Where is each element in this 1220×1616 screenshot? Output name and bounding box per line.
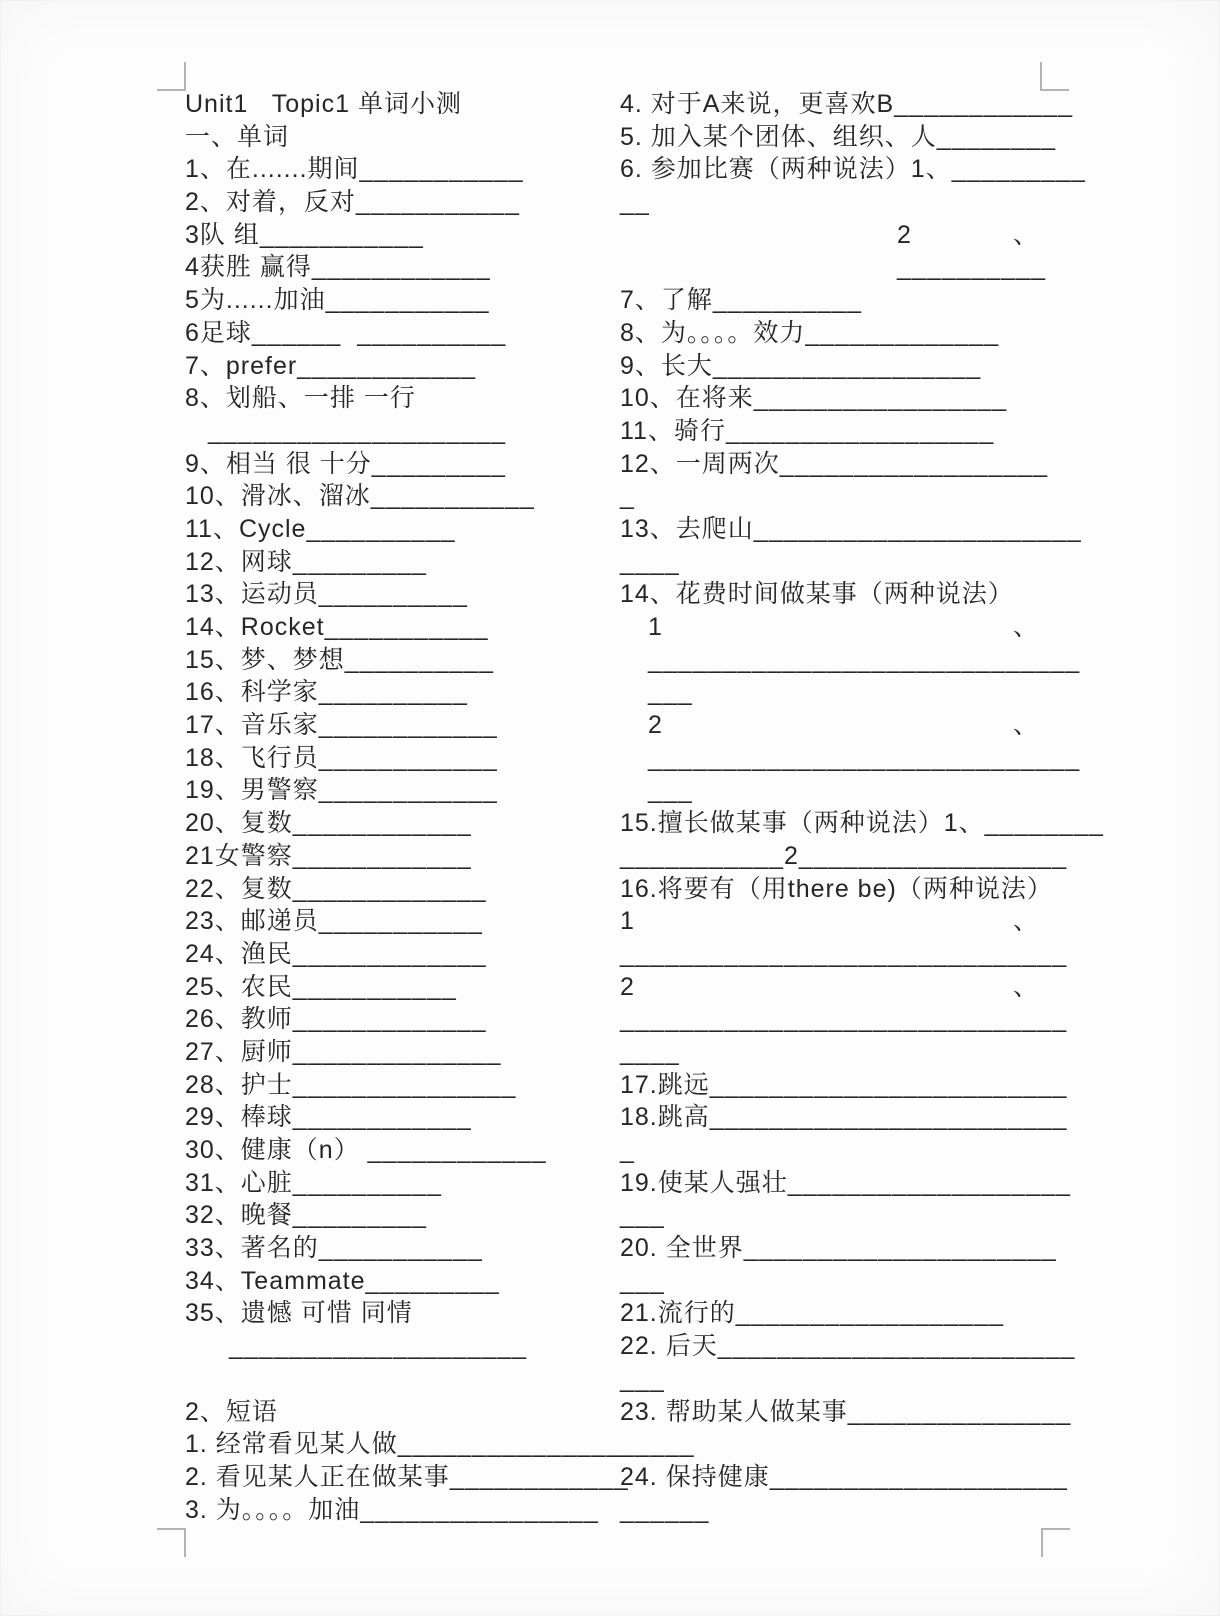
line-text: 10、在将来_________________ [620, 384, 1008, 413]
text-line [185, 1232, 620, 1265]
line-text: 23、邮递员___________ [185, 907, 483, 936]
text-line [620, 676, 1045, 709]
right-aligned-comma: 、 [1012, 613, 1039, 641]
text-line [620, 513, 1082, 546]
text-line [620, 1297, 1045, 1330]
line-text: ___ [620, 1201, 665, 1230]
text-line [620, 1494, 1045, 1527]
text-line [620, 1134, 1045, 1167]
line-text: ______________________________ [620, 939, 1068, 968]
text-line [185, 676, 620, 709]
text-line [620, 644, 1081, 677]
line-text: 12、一周两次__________________ [620, 449, 1049, 478]
line-text: ____ [620, 547, 680, 576]
text-line [185, 742, 620, 775]
text-line [620, 1232, 1057, 1265]
line-text: 1、在.......期间___________ [185, 155, 524, 184]
line-text: 18.跳高________________________ [620, 1103, 1068, 1132]
line-text: 19、男警察____________ [185, 776, 498, 805]
line-text: 1. 经常看见某人做_______________ [185, 1430, 622, 1459]
line-text: 16、科学家__________ [185, 678, 468, 707]
text-line [185, 1494, 620, 1527]
text-line [620, 546, 1045, 579]
text-line [185, 1069, 620, 1102]
text-line [620, 186, 1045, 219]
text-line [620, 938, 1068, 971]
text-line [620, 873, 1053, 906]
line-text: 32、晚餐_________ [185, 1201, 427, 1230]
line-text: 21.流行的__________________ [620, 1299, 1005, 1328]
text-line [620, 1101, 1068, 1134]
text-line [620, 415, 1045, 448]
line-text: 5为......加油___________ [185, 286, 490, 315]
text-line [185, 382, 620, 415]
text-line [620, 971, 1045, 1004]
text-line [620, 251, 1045, 284]
text-line [185, 709, 620, 742]
right-column [620, 88, 1104, 1526]
text-line [185, 1199, 620, 1232]
text-line [185, 1396, 620, 1429]
text-line [185, 88, 620, 121]
text-line [185, 1330, 620, 1363]
line-text: 1 [620, 907, 635, 936]
line-text: 18、飞行员____________ [185, 743, 498, 772]
text-line [620, 317, 1045, 350]
line-text: 8、划船、一排 一行 [185, 384, 416, 413]
line-text: 3队 组___________ [185, 220, 424, 249]
text-line [185, 1265, 620, 1298]
text-line [185, 1461, 629, 1494]
line-text: 5. 加入某个团体、组织、人________ [620, 122, 1057, 151]
text-line [620, 774, 1045, 807]
line-text: 9、长大__________________ [620, 351, 982, 380]
line-text: _ [620, 482, 635, 511]
text-line [185, 1003, 620, 1036]
text-line [185, 251, 620, 284]
line-text: 10、滑冰、溜冰___________ [185, 482, 535, 511]
line-text: 8、为。。。。效力_____________ [620, 318, 1000, 347]
text-line [185, 415, 620, 448]
line-text: 25、农民___________ [185, 972, 457, 1001]
line-text: 17、音乐家____________ [185, 711, 498, 740]
text-line [620, 905, 1045, 938]
text-line [185, 840, 620, 873]
text-line [185, 153, 620, 186]
line-text: ______ [620, 1495, 710, 1524]
text-line [185, 284, 620, 317]
line-text: 一、单词 [185, 122, 290, 151]
line-text: 26、教师_____________ [185, 1005, 487, 1034]
line-text: 19.使某人强壮___________________ [620, 1168, 1071, 1197]
text-line [185, 611, 620, 644]
line-text: 7、prefer____________ [185, 351, 477, 380]
line-text: 15、梦、梦想__________ [185, 645, 494, 674]
text-line [185, 513, 620, 546]
crop-mark-bottom-right-icon [1041, 1528, 1070, 1557]
text-line [185, 121, 620, 154]
line-text: 14、花费时间做某事（两种说法） [620, 580, 1014, 609]
line-text: ___ [620, 1266, 665, 1295]
text-line [185, 448, 620, 481]
left-column [185, 88, 629, 1526]
line-text: _____ [620, 1430, 695, 1459]
line-text: __ [620, 188, 650, 217]
text-line [620, 611, 1045, 644]
line-text: 6. 参加比赛（两种说法）1、_________ [620, 155, 1086, 184]
line-text: 14、Rocket___________ [185, 613, 489, 641]
text-line [620, 1428, 1045, 1461]
line-text: 13、运动员__________ [185, 580, 468, 609]
text-line [620, 121, 1057, 154]
text-line [620, 382, 1045, 415]
right-aligned-comma: 、 [1012, 711, 1039, 740]
right-aligned-comma: 、 [1012, 907, 1039, 936]
line-text: 23. 帮助某人做某事_______________ [620, 1397, 1072, 1426]
line-text: ____________________ [229, 1332, 528, 1361]
crop-mark-top-left-icon [157, 62, 186, 91]
text-line [620, 480, 1045, 513]
line-text: _____________________________ [648, 743, 1081, 772]
text-line [620, 578, 1045, 611]
text-line [185, 1297, 620, 1330]
text-line [185, 1167, 620, 1200]
line-text: 21女警察____________ [185, 841, 472, 870]
text-line [620, 1167, 1071, 1200]
line-text: 34、Teammate_________ [185, 1266, 500, 1295]
line-text: ___ [620, 1364, 665, 1393]
text-line [185, 774, 620, 807]
line-text: 11、骑行__________________ [620, 416, 995, 445]
line-text: 15.擅长做某事（两种说法）1、________ [620, 809, 1104, 838]
right-aligned-comma: 、 [1012, 972, 1039, 1001]
text-line [620, 448, 1049, 481]
text-line [185, 186, 620, 219]
line-text: 16.将要有（用there be)（两种说法） [620, 874, 1053, 903]
text-line [185, 807, 620, 840]
line-text: 2 [620, 972, 635, 1001]
line-text: 12、网球_________ [185, 547, 427, 576]
text-line [620, 1199, 1045, 1232]
text-line [620, 1363, 1045, 1396]
line-text: 2、对着，反对___________ [185, 188, 520, 217]
text-line [620, 1265, 1045, 1298]
text-line [620, 88, 1073, 121]
text-line [620, 709, 1045, 742]
line-text: 31、心脏__________ [185, 1168, 442, 1197]
text-line [620, 219, 1045, 252]
line-text: 28、护士_______________ [185, 1070, 517, 1099]
line-text: 33、著名的___________ [185, 1234, 483, 1263]
text-line [185, 905, 620, 938]
text-line [185, 1428, 620, 1461]
text-line [185, 546, 620, 579]
text-line [185, 1036, 620, 1069]
text-line [185, 578, 620, 611]
line-text: 2、短语 [185, 1397, 278, 1426]
crop-mark-bottom-left-icon [157, 1528, 186, 1557]
text-line [620, 350, 1045, 383]
line-text: 35、遗憾 可惜 同情 [185, 1299, 413, 1328]
line-text: 11、Cycle__________ [185, 514, 456, 543]
crop-mark-top-right-icon [1040, 62, 1069, 91]
text-line [185, 1134, 620, 1167]
line-text: 6足球______ __________ [185, 318, 507, 347]
text-line [620, 1330, 1076, 1363]
line-text: ____________________ [208, 416, 507, 445]
right-aligned-comma: 、 [1012, 220, 1039, 249]
line-text: Unit1 Topic1 单词小测 [185, 90, 462, 118]
text-line [620, 1396, 1072, 1429]
text-line [620, 153, 1086, 186]
line-text: ___ [648, 678, 693, 707]
text-line [185, 644, 620, 677]
text-line [185, 1363, 620, 1396]
line-text: 9、相当 很 十分_________ [185, 449, 506, 478]
line-text: ___ [648, 776, 693, 805]
text-line [620, 840, 1068, 873]
line-text: ____ [620, 1037, 680, 1066]
line-text: _____________________________ [648, 645, 1081, 674]
line-text: 29、棒球____________ [185, 1103, 472, 1132]
text-line [620, 284, 1045, 317]
text-line [185, 480, 620, 513]
line-text: 22. 后天________________________ [620, 1332, 1076, 1361]
text-line [620, 1069, 1068, 1102]
line-text: 4获胜 赢得____________ [185, 253, 491, 282]
line-text: 13、去爬山______________________ [620, 514, 1082, 543]
text-line [185, 350, 620, 383]
line-text: 17.跳远________________________ [620, 1070, 1068, 1099]
text-line [620, 1003, 1068, 1036]
line-text: 3. 为。。。。加油________________ [185, 1495, 599, 1524]
line-text: 24. 保持健康____________________ [620, 1462, 1068, 1491]
line-text: 1 [648, 613, 663, 641]
line-text: 20、复数____________ [185, 809, 472, 838]
text-line [185, 317, 620, 350]
text-line [185, 219, 620, 252]
line-text: 2 [648, 711, 663, 740]
line-text: ______________________________ [620, 1005, 1068, 1034]
text-line [185, 873, 620, 906]
line-text: 24、渔民_____________ [185, 939, 487, 968]
line-text: _ [620, 1136, 635, 1164]
text-line [620, 1461, 1068, 1494]
text-line [185, 971, 620, 1004]
text-line [620, 807, 1104, 840]
line-text: 4. 对于A来说，更喜欢B____________ [620, 90, 1073, 118]
text-line [620, 742, 1081, 775]
text-line [185, 1101, 620, 1134]
text-line [620, 1036, 1045, 1069]
line-text: 2. 看见某人正在做某事____________ [185, 1462, 629, 1491]
line-text: 22、复数_____________ [185, 874, 487, 903]
line-text: 7、了解__________ [620, 286, 862, 315]
line-text: 30、健康（n） ____________ [185, 1136, 547, 1164]
line-text: ___________2__________________ [620, 841, 1068, 870]
line-text: 2 [897, 220, 912, 249]
line-text: __________ [897, 253, 1047, 282]
line-text: 20. 全世界_____________________ [620, 1234, 1057, 1263]
line-text: 27、厨师______________ [185, 1037, 502, 1066]
text-line [185, 938, 620, 971]
